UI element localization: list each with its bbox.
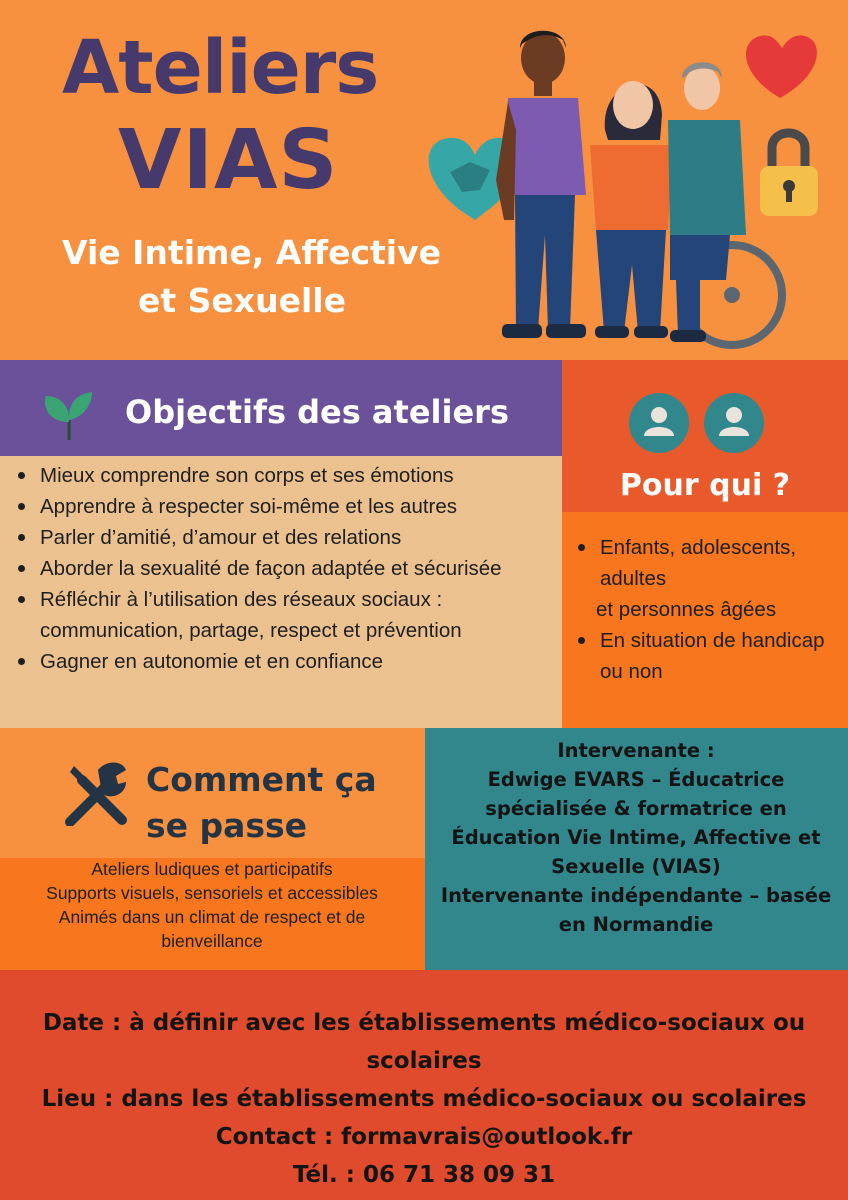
title-ateliers: Ateliers bbox=[62, 25, 379, 111]
audience-list bbox=[576, 532, 838, 687]
title-vias: VIAS bbox=[118, 113, 339, 208]
how-line: Animés dans un climat de respect et de bienveillance bbox=[58, 907, 366, 951]
people-illustration bbox=[420, 20, 820, 355]
person-icon bbox=[629, 393, 689, 453]
footer-date: Date : à définir avec les établissements médico-sociaux ou scolaires bbox=[42, 1010, 814, 1074]
list-item: Gagner en autonomie et en confiance bbox=[16, 646, 556, 677]
tools-icon bbox=[60, 760, 132, 826]
audience-title: Pour qui ? bbox=[619, 468, 791, 503]
speaker-status: Intervenante indépendante – basée en Normandie bbox=[440, 884, 832, 936]
speaker-description: Edwige EVARS – Éducatrice spécialisée & formatrice en Éducation Vie Intime, Affective et Sexuelle (VIAS) bbox=[451, 768, 821, 878]
list-item-continuation: et personnes âgées bbox=[596, 598, 777, 621]
list-item: Réfléchir à l’utilisation des réseaux sociaux : communication, partage, respect et prévention bbox=[16, 584, 556, 646]
how-description bbox=[6, 857, 418, 953]
audience-icons bbox=[628, 392, 778, 454]
list-item: Mieux comprendre son corps et ses émotions bbox=[16, 460, 556, 491]
footer-contact[interactable]: Contact : formavrais@outlook.fr bbox=[215, 1124, 633, 1150]
subtitle-line2: et Sexuelle bbox=[138, 281, 346, 320]
padlock-icon bbox=[760, 133, 818, 216]
list-item: Parler d’amitié, d’amour et des relations bbox=[16, 522, 556, 553]
how-line: Supports visuels, sensoriels et accessibles bbox=[46, 883, 378, 903]
objectives-list bbox=[16, 460, 556, 677]
objectives-title: Objectifs des ateliers bbox=[125, 393, 509, 431]
list-item: Apprendre à respecter soi-même et les autres bbox=[16, 491, 556, 522]
heart-icon bbox=[746, 35, 817, 98]
footer-phone[interactable]: Tél. : 06 71 38 09 31 bbox=[292, 1162, 556, 1188]
speaker-label: Intervenante : bbox=[557, 739, 715, 762]
list-item: Aborder la sexualité de façon adaptée et sécurisée bbox=[16, 553, 556, 584]
sprout-icon bbox=[40, 390, 98, 442]
how-title-line2: se passe bbox=[146, 806, 308, 845]
subtitle-line1: Vie Intime, Affective bbox=[62, 233, 441, 272]
footer-info bbox=[20, 1004, 828, 1194]
how-title-line1: Comment ça bbox=[146, 760, 377, 799]
list-item: Enfants, adolescents, adultes bbox=[576, 532, 838, 594]
speaker-text bbox=[430, 736, 842, 939]
footer-place: Lieu : dans les établissements médico-sociaux ou scolaires bbox=[41, 1086, 807, 1112]
how-line: Ateliers ludiques et participatifs bbox=[91, 859, 333, 879]
person-illustration-1 bbox=[496, 31, 586, 338]
person-illustration-2 bbox=[590, 81, 672, 338]
list-item: En situation de handicap ou non bbox=[576, 625, 838, 687]
person-icon bbox=[704, 393, 764, 453]
